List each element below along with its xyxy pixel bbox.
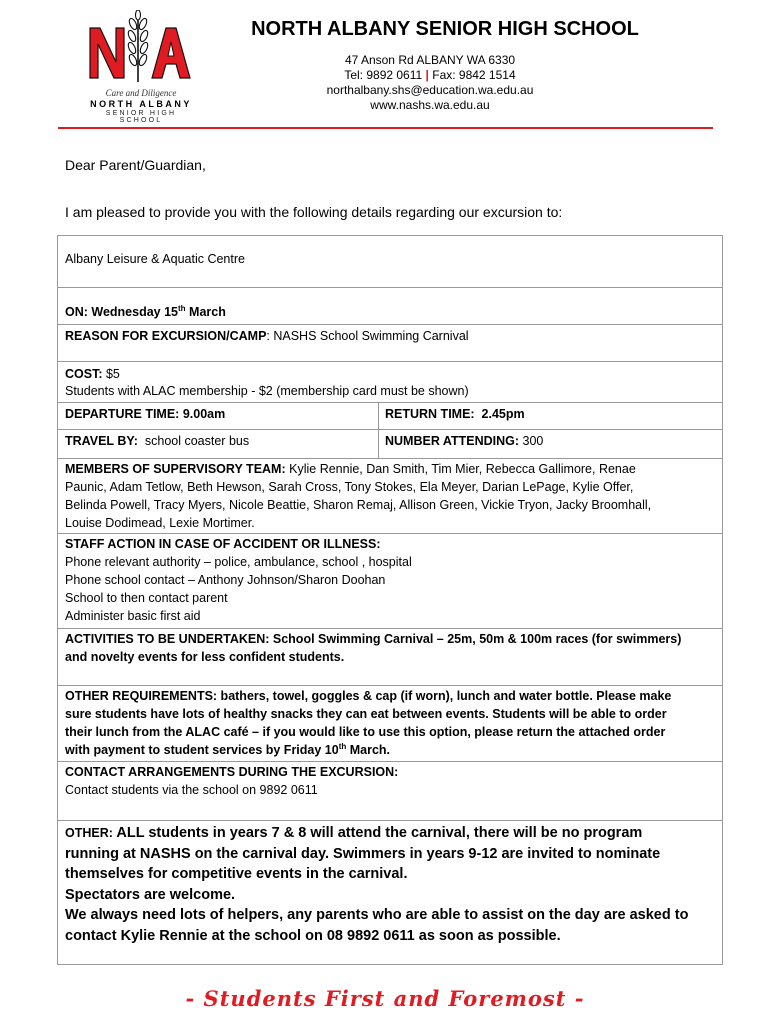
school-tel: Tel: 9892 0611 — [344, 68, 423, 82]
cost: COST: $5 — [65, 367, 120, 381]
supervisory-row — [58, 458, 722, 533]
school-email[interactable]: northalbany.shs@education.wa.edu.au — [326, 83, 534, 97]
school-name: NORTH ALBANY SENIOR HIGH SCHOOL — [251, 18, 639, 40]
departure-time: DEPARTURE TIME: 9.00am — [65, 407, 226, 421]
excursion-reason: REASON FOR EXCURSION/CAMP: NASHS School Swimming Carnival — [65, 329, 469, 343]
footer-slogan: - Students First and Foremost - — [185, 986, 585, 1011]
return-time: RETURN TIME: 2.45pm — [385, 407, 525, 421]
contact-arrangements: CONTACT ARRANGEMENTS DURING THE EXCURSION: Contact students via the school on 9892 0611 — [65, 765, 399, 797]
excursion-date: ON: Wednesday 15th March — [65, 303, 226, 319]
logo-name-line2: SENIOR HIGH SCHOOL — [105, 110, 177, 124]
staff-action: STAFF ACTION IN CASE OF ACCIDENT OR ILLNESS: Phone relevant authority – police, ambulance, school , hospital Phone school contact – Anthony Johnson/Sharon Doohan School to then contact parent Administer basic first aid — [65, 537, 412, 623]
school-address: 47 Anson Rd ALBANY WA 6330 — [344, 53, 516, 67]
supervisory-team: MEMBERS OF SUPERVISORY TEAM: Kylie Rennie, Dan Smith, Tim Mier, Rebecca Gallimore, Renae Paunic, Adam Tetlow, Beth Hewson, Sarah Cross, Tony Stokes, Ela Meyer, Darian LePage, Kylie Offer, Belinda Powell, Tracy Myers, Nicole Beattie, Sharon Remaj, Allison Green, Vickie Tryon, Jacky Broomhall, Louise Dodimead, Lexie Mortimer. — [65, 462, 652, 530]
column-divider — [378, 402, 379, 458]
other-requirements-row — [58, 685, 722, 761]
cost-note: Students with ALAC membership - $2 (membership card must be shown) — [65, 384, 469, 398]
travel-by: TRAVEL BY: school coaster bus — [65, 434, 250, 448]
contact-arrangements-row — [58, 761, 722, 820]
other-requirements: OTHER REQUIREMENTS: bathers, towel, goggles & cap (if worn), lunch and water bottle. Please make sure students have lots of healthy snacks they can eat between events. Students will be able to order their lunch from the ALAC café – if you would like to use this option, please return the attached order with payment to student services by Friday 10th March. — [65, 689, 672, 757]
venue-row — [58, 236, 722, 287]
cost-row — [58, 361, 722, 402]
number-attending: NUMBER ATTENDING: 300 — [385, 434, 544, 448]
staff-action-row — [58, 533, 722, 628]
time-row — [58, 402, 722, 429]
other-row — [58, 820, 722, 966]
venue: Albany Leisure & Aquatic Centre — [65, 252, 245, 266]
activities: ACTIVITIES TO BE UNDERTAKEN: School Swimming Carnival – 25m, 50m & 100m races (for swimmers) and novelty events for less confident students. — [65, 632, 682, 664]
reason-row — [58, 324, 722, 361]
date-row — [58, 287, 722, 324]
header-rule — [58, 127, 713, 129]
school-fax: Fax: 9842 1514 — [432, 68, 516, 82]
activities-row — [58, 628, 722, 685]
school-crest-icon — [86, 10, 196, 88]
intro-text: I am pleased to provide you with the following details regarding our excursion to: — [65, 204, 563, 220]
school-contact-block — [280, 53, 580, 113]
logo-name-line1: NORTH ALBANY — [90, 99, 192, 109]
school-phone-fax — [280, 68, 580, 83]
logo-motto: Care and Diligence — [105, 88, 177, 98]
excursion-details-form — [57, 235, 723, 965]
greeting: Dear Parent/Guardian, — [65, 157, 206, 173]
separator: | — [425, 68, 429, 82]
school-logo — [86, 10, 196, 122]
school-website[interactable]: www.nashs.wa.edu.au — [370, 98, 490, 112]
travel-row — [58, 429, 722, 458]
other-notes: OTHER: ALL students in years 7 & 8 will attend the carnival, there will be no program running at NASHS on the carnival day. Swimmers in years 9-12 are invited to nominate themselves for competitive events in the carnival. Spectators are welcome. We always need lots of helpers, any parents who are able to assist on the day are asked to contact Kylie Rennie at the school on 08 9892 0611 as soon as possible. — [65, 825, 689, 944]
